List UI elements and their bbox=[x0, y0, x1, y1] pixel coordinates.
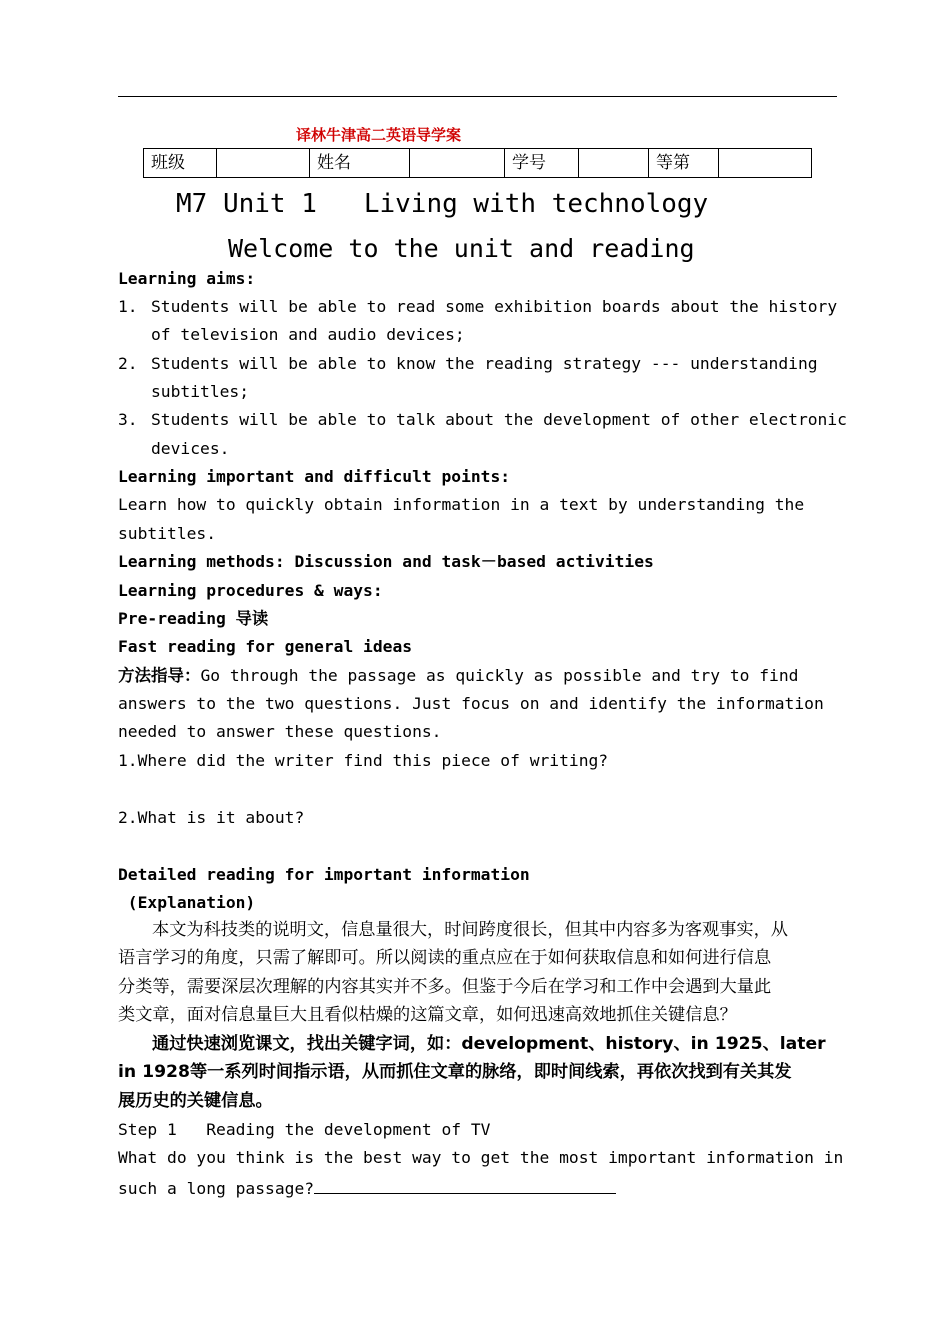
aim-number: 2. bbox=[118, 354, 138, 373]
explanation-para-1-line-2: 语言学习的角度，只需了解即可。所以阅读的重点应在于如何获取信息和如何进行信息 bbox=[118, 948, 772, 968]
method-guide-text: Go through the passage as quickly as possible and try to find bbox=[200, 666, 799, 685]
aim-1-line-1: Students will be able to read some exhibition boards about the history bbox=[151, 297, 838, 316]
aim-number: 1. bbox=[118, 297, 138, 316]
detailed-reading-heading: Detailed reading for important information bbox=[118, 865, 530, 884]
step-1-question-line-2 bbox=[118, 1177, 616, 1199]
class-label: 班级 bbox=[144, 149, 217, 178]
aim-3-line-2: devices. bbox=[151, 439, 230, 458]
aim-2-line-1: Students will be able to know the reading strategy --- understanding bbox=[151, 354, 818, 373]
points-line-2: subtitles. bbox=[118, 524, 217, 543]
student-id-label: 学号 bbox=[505, 149, 579, 178]
question-1: 1.Where did the writer find this piece of writing? bbox=[118, 751, 609, 770]
aim-3-line-1: Students will be able to talk about the development of other electronic bbox=[151, 410, 847, 429]
procedures-heading: Learning procedures & ways: bbox=[118, 581, 383, 600]
points-heading: Learning important and difficult points: bbox=[118, 467, 511, 486]
method-guide-line-2: answers to the two questions. Just focus on and identify the information bbox=[118, 694, 824, 713]
name-label: 姓名 bbox=[310, 149, 410, 178]
header-rule bbox=[118, 96, 837, 97]
pre-reading-heading: Pre-reading 导读 bbox=[118, 609, 269, 628]
explanation-para-1-line-4: 类文章，面对信息量巨大且看似枯燥的这篇文章，如何迅速高效地抓住关键信息？ bbox=[118, 1005, 737, 1025]
aim-number: 3. bbox=[118, 410, 138, 429]
table-row bbox=[144, 149, 812, 178]
explanation-para-2-line-1: 通过快速浏览课文，找出关键字词，如：development、history、in 1925、later bbox=[152, 1034, 826, 1054]
methods-heading: Learning methods: Discussion and task－based activities bbox=[118, 552, 654, 571]
student-info-table bbox=[143, 148, 812, 178]
grade-label: 等第 bbox=[649, 149, 719, 178]
explanation-para-1-line-3: 分类等，需要深层次理解的内容其实并不多。但鉴于今后在学习和工作中会遇到大量此 bbox=[118, 977, 772, 997]
step-1-question-text: such a long passage? bbox=[118, 1179, 315, 1198]
explanation-label: (Explanation) bbox=[118, 893, 256, 912]
unit-title: M7 Unit 1 Living with technology bbox=[176, 189, 709, 219]
explanation-para-2-line-2: in 1928等一系列时间指示语，从而抓住文章的脉络，即时间线索，再依次找到有关其发 bbox=[118, 1062, 792, 1082]
answer-blank[interactable] bbox=[314, 1177, 616, 1194]
aim-1-line-2: of television and audio devices; bbox=[151, 325, 465, 344]
explanation-para-2-line-3: 展历史的关键信息。 bbox=[118, 1091, 273, 1111]
student-id-field[interactable] bbox=[579, 149, 649, 178]
step-1-heading: Step 1 Reading the development of TV bbox=[118, 1120, 491, 1139]
method-guide-label: 方法指导： bbox=[118, 666, 201, 685]
class-field[interactable] bbox=[217, 149, 310, 178]
method-guide-line-3: needed to answer these questions. bbox=[118, 722, 442, 741]
step-1-question-line-1: What do you think is the best way to get the most important information in bbox=[118, 1148, 844, 1167]
aims-heading: Learning aims: bbox=[118, 269, 256, 288]
section-subtitle: Welcome to the unit and reading bbox=[228, 234, 695, 263]
points-line-1: Learn how to quickly obtain information in a text by understanding the bbox=[118, 495, 805, 514]
aim-2-line-2: subtitles; bbox=[151, 382, 250, 401]
method-guide-line-1 bbox=[118, 666, 798, 686]
document-title: 译林牛津高二英语导学案 bbox=[296, 126, 462, 144]
explanation-para-1-line-1: 本文为科技类的说明文，信息量很大，时间跨度很长，但其中内容多为客观事实，从 bbox=[152, 920, 788, 940]
grade-field[interactable] bbox=[719, 149, 812, 178]
question-2: 2.What is it about? bbox=[118, 808, 305, 827]
fast-reading-heading: Fast reading for general ideas bbox=[118, 637, 413, 656]
name-field[interactable] bbox=[410, 149, 505, 178]
